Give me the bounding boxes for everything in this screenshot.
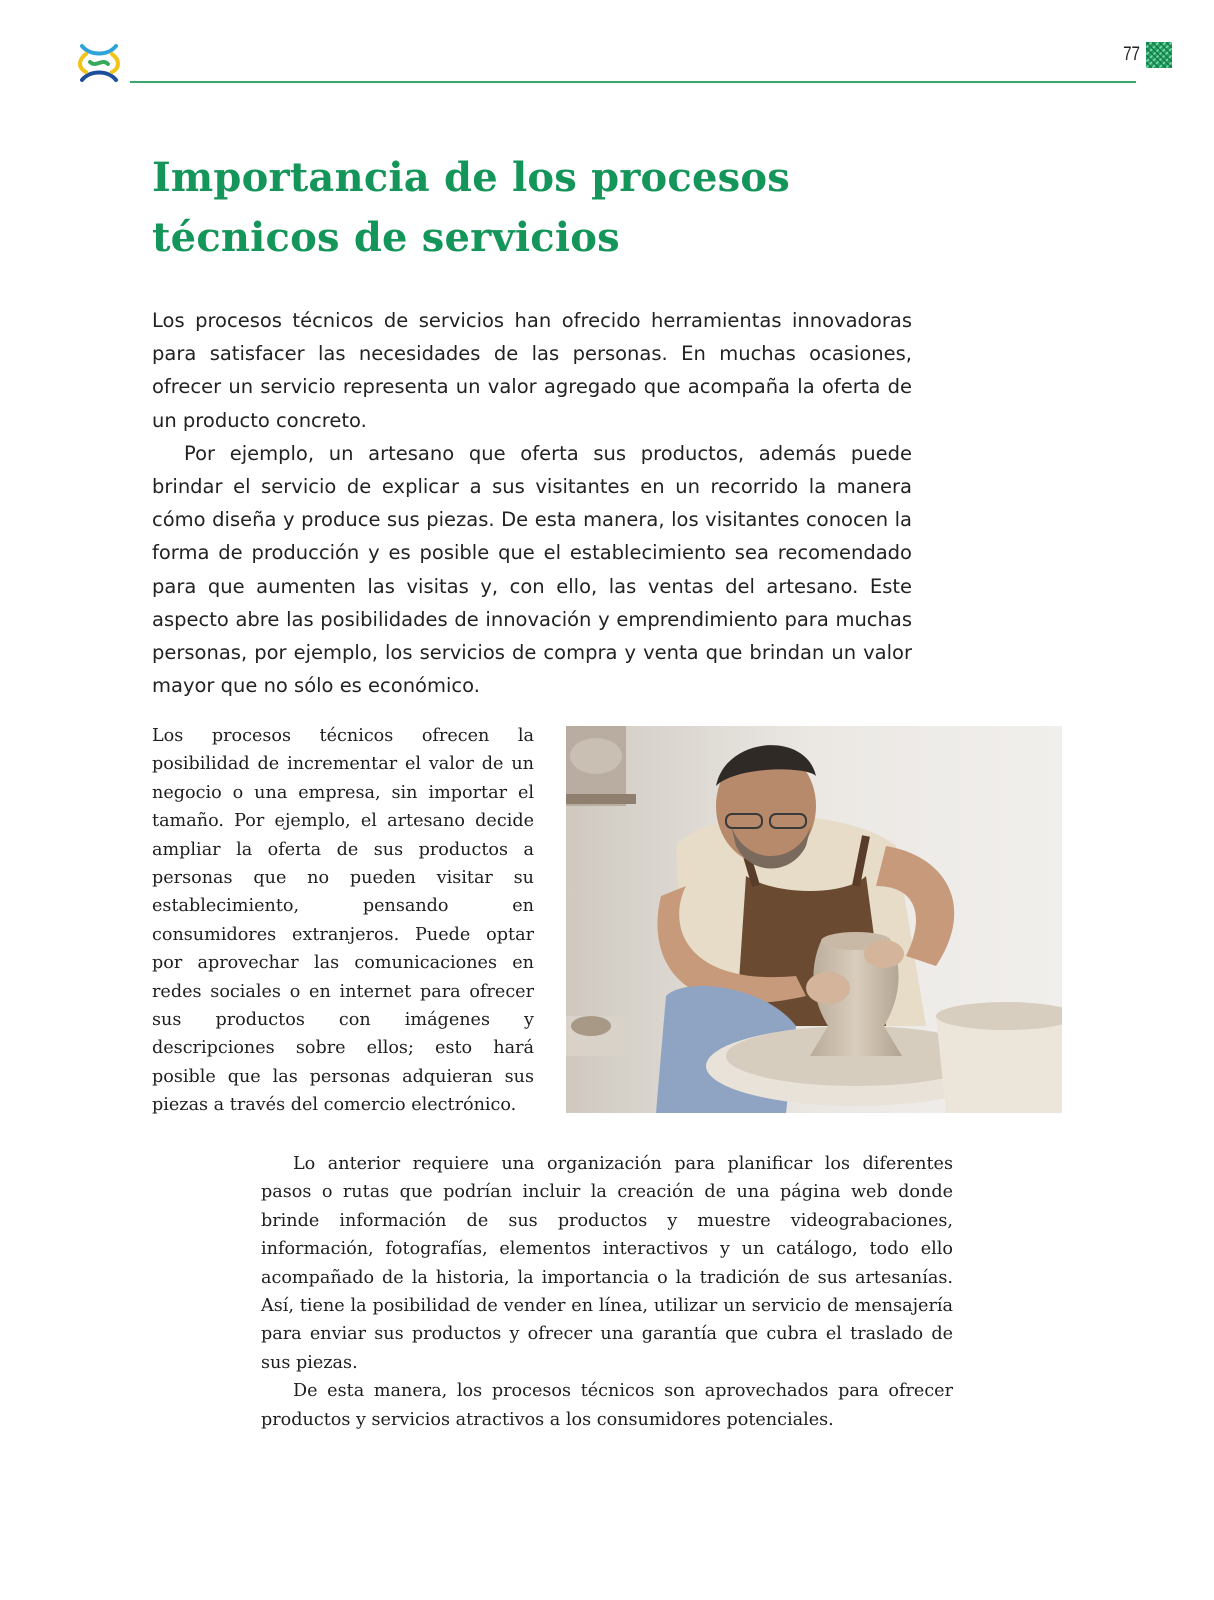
intro-text-block bbox=[152, 304, 912, 702]
paragraph-1: Los procesos técnicos de servicios han ofrecido herramientas innovadoras para satisfacer las necesidades de las personas. En muchas ocasiones, ofrecer un servicio representa un valor agregado que acompaña la oferta de un producto concreto. bbox=[152, 309, 912, 432]
page-title: Importancia de los procesos técnicos de servicios bbox=[152, 154, 790, 261]
page-number: 77 bbox=[1123, 44, 1140, 65]
paragraph-3: Los procesos técnicos ofrecen la posibilidad de incrementar el valor de un negocio o una empresa, sin importar el tamaño. Por ejemplo, el artesano decide ampliar la oferta de sus productos a personas que no pueden visitar su establecimiento, pensando en consumidores extranjeros. Puede optar por aprovechar las comunicaciones en redes sociales o en internet para ofrecer sus productos con imágenes y descripciones sobre ellos; esto hará posible que las personas adquieran sus piezas a través del comercio electrónico. bbox=[152, 726, 534, 1116]
closing-text-block bbox=[261, 1150, 953, 1434]
paragraph-2: Por ejemplo, un artesano que oferta sus productos, además puede brindar el servicio de explicar a sus visitantes en un recorrido la manera cómo diseña y produce sus piezas. De esta manera, los visitantes conocen la forma de producción y es posible que el establecimiento sea recomendado para que aumenten las visitas y, con ello, las ventas del artesano. Este aspecto abre las posibilidades de innovación y emprendimiento para muchas personas, por ejemplo, los servicios de compra y venta que brindan un valor mayor que no sólo es económico. bbox=[152, 441, 912, 698]
artisan-pottery-photo bbox=[566, 726, 1062, 1113]
header-rule bbox=[130, 81, 1136, 83]
paragraph-4: Lo anterior requiere una organización para planificar los diferentes pasos o rutas que podrían incluir la creación de una página web donde brinde información de sus productos y muestre videograbaciones, información, fotografías, elementos interactivos y un catálogo, todo ello acompañado de la historia, la importancia o la tradición de sus artesanías. Así, tiene la posibilidad de vender en línea, utilizar un servicio de mensajería para enviar sus productos y ofrecer una garantía que cubra el traslado de sus piezas. bbox=[261, 1154, 953, 1373]
green-pattern-square-icon bbox=[1146, 42, 1172, 68]
paragraph-5: De esta manera, los procesos técnicos son aprovechados para ofrecer productos y servicios atractivos a los consumidores potenciales. bbox=[261, 1381, 953, 1430]
interlinked-figure-logo-icon bbox=[76, 40, 122, 86]
